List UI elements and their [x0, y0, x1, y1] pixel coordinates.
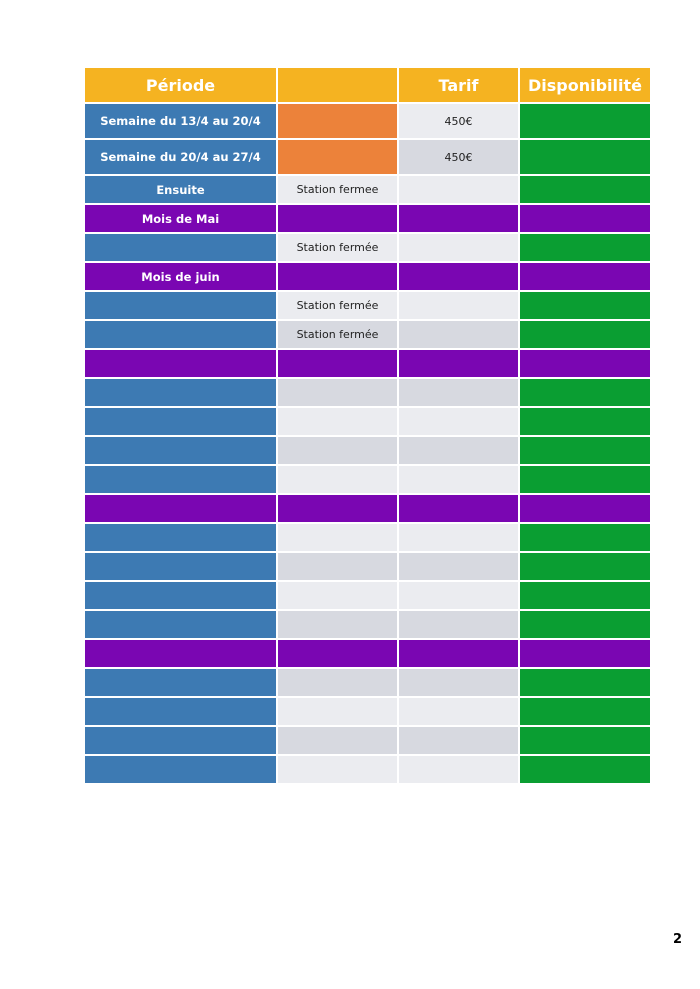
month-cell: [399, 263, 520, 292]
period-cell: [85, 292, 278, 321]
table-row: [85, 176, 650, 205]
period-cell: [85, 408, 278, 437]
table-row: [85, 553, 650, 582]
availability-cell: [520, 727, 650, 756]
month-cell: [399, 495, 520, 524]
month-label: [85, 495, 278, 524]
header-blank: [278, 68, 399, 104]
tarif-cell: [399, 698, 520, 727]
month-row: [85, 350, 650, 379]
availability-cell: [520, 292, 650, 321]
availability-cell: [520, 698, 650, 727]
month-cell: [278, 640, 399, 669]
status-cell: Station fermée: [278, 321, 399, 350]
tarif-cell: [399, 321, 520, 350]
period-cell: [85, 437, 278, 466]
month-cell: [520, 495, 650, 524]
table-row: [85, 466, 650, 495]
availability-cell: [520, 176, 650, 205]
table-row: [85, 104, 650, 140]
month-cell: [520, 640, 650, 669]
table-row: [85, 727, 650, 756]
header-disponibilite: Disponibilité: [520, 68, 650, 104]
tarif-cell: [399, 582, 520, 611]
table-row: [85, 669, 650, 698]
table-row: [85, 698, 650, 727]
table-row: [85, 611, 650, 640]
table-row: [85, 582, 650, 611]
availability-cell: [520, 408, 650, 437]
page-number: 2: [672, 932, 682, 947]
period-cell: [85, 524, 278, 553]
period-cell: [85, 611, 278, 640]
month-row: [85, 495, 650, 524]
availability-cell: [520, 611, 650, 640]
month-label: Mois de Mai: [85, 205, 278, 234]
table-row: [85, 321, 650, 350]
status-cell: [278, 756, 399, 785]
month-label: [85, 350, 278, 379]
table-row: [85, 524, 650, 553]
status-cell: [278, 582, 399, 611]
status-cell: [278, 379, 399, 408]
period-cell: Semaine du 20/4 au 27/4: [85, 140, 278, 176]
status-cell: [278, 140, 399, 176]
tarif-cell: [399, 756, 520, 785]
status-cell: [278, 524, 399, 553]
month-cell: [399, 350, 520, 379]
status-cell: [278, 611, 399, 640]
month-label: [85, 640, 278, 669]
header-tarif: Tarif: [399, 68, 520, 104]
status-cell: Station fermée: [278, 292, 399, 321]
table-body: [85, 104, 650, 785]
status-cell: [278, 553, 399, 582]
period-cell: [85, 553, 278, 582]
period-cell: [85, 669, 278, 698]
status-cell: Station fermee: [278, 176, 399, 205]
period-cell: Semaine du 13/4 au 20/4: [85, 104, 278, 140]
tarif-cell: [399, 437, 520, 466]
availability-cell: [520, 437, 650, 466]
period-cell: Ensuite: [85, 176, 278, 205]
period-cell: [85, 582, 278, 611]
status-cell: [278, 669, 399, 698]
period-cell: [85, 756, 278, 785]
table-row: [85, 756, 650, 785]
period-cell: [85, 234, 278, 263]
table-row: [85, 140, 650, 176]
table-header-row: [85, 68, 650, 104]
availability-cell: [520, 466, 650, 495]
tarif-cell: [399, 553, 520, 582]
period-cell: [85, 379, 278, 408]
period-cell: [85, 466, 278, 495]
availability-cell: [520, 104, 650, 140]
availability-cell: [520, 582, 650, 611]
period-cell: [85, 698, 278, 727]
availability-cell: [520, 321, 650, 350]
tarif-cell: [399, 466, 520, 495]
month-cell: [399, 205, 520, 234]
period-cell: [85, 321, 278, 350]
tarif-cell: [399, 379, 520, 408]
tarif-cell: [399, 611, 520, 640]
month-cell: [520, 205, 650, 234]
month-cell: [520, 263, 650, 292]
table-row: [85, 292, 650, 321]
month-row: [85, 263, 650, 292]
table-row: [85, 408, 650, 437]
table-row: [85, 234, 650, 263]
tarif-cell: [399, 176, 520, 205]
availability-cell: [520, 234, 650, 263]
tarif-cell: 450€: [399, 140, 520, 176]
tarif-cell: [399, 669, 520, 698]
month-cell: [399, 640, 520, 669]
month-cell: [278, 495, 399, 524]
status-cell: [278, 698, 399, 727]
period-cell: [85, 727, 278, 756]
tarif-cell: [399, 408, 520, 437]
availability-cell: [520, 524, 650, 553]
month-cell: [278, 263, 399, 292]
tarif-cell: [399, 234, 520, 263]
status-cell: [278, 437, 399, 466]
month-label: Mois de juin: [85, 263, 278, 292]
status-cell: [278, 466, 399, 495]
availability-cell: [520, 756, 650, 785]
availability-cell: [520, 553, 650, 582]
tarif-cell: 450€: [399, 104, 520, 140]
availability-cell: [520, 669, 650, 698]
header-periode: Période: [85, 68, 278, 104]
month-cell: [278, 205, 399, 234]
tarif-cell: [399, 524, 520, 553]
month-row: [85, 205, 650, 234]
tarif-cell: [399, 727, 520, 756]
month-cell: [278, 350, 399, 379]
status-cell: [278, 408, 399, 437]
month-cell: [520, 350, 650, 379]
month-row: [85, 640, 650, 669]
status-cell: [278, 727, 399, 756]
availability-cell: [520, 379, 650, 408]
status-cell: Station fermée: [278, 234, 399, 263]
availability-table: [85, 68, 650, 785]
availability-cell: [520, 140, 650, 176]
status-cell: [278, 104, 399, 140]
table-row: [85, 379, 650, 408]
tarif-cell: [399, 292, 520, 321]
table-row: [85, 437, 650, 466]
